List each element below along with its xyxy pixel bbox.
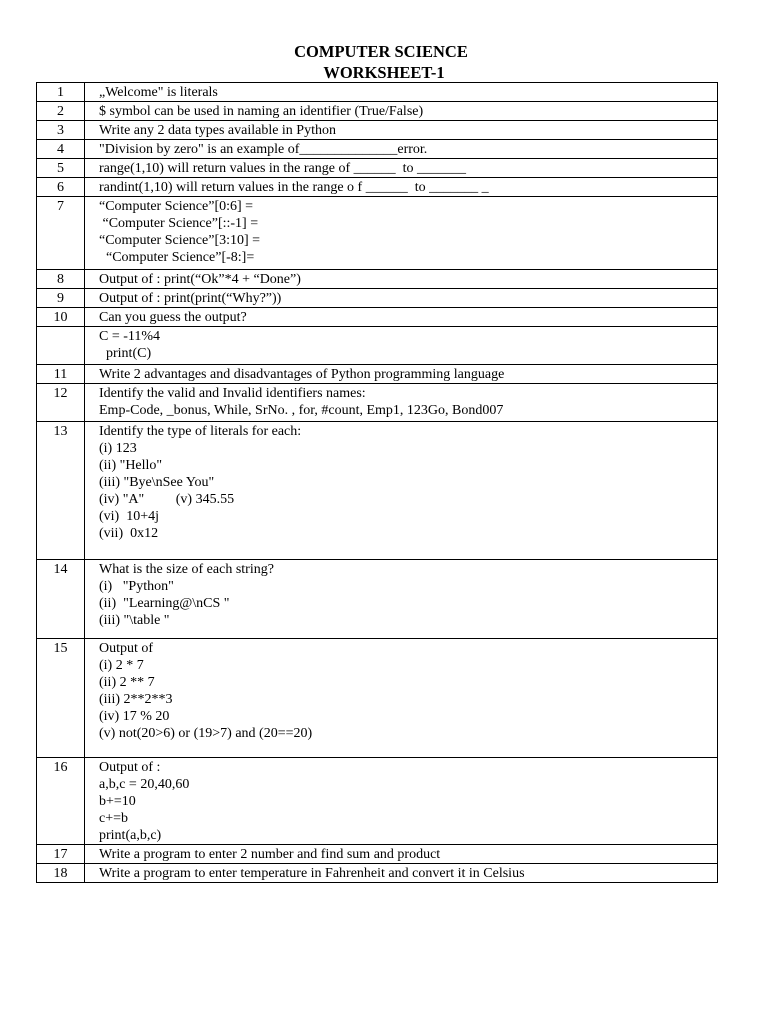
question-line: “Computer Science”[-8:]= xyxy=(99,250,255,265)
question-text xyxy=(85,758,718,845)
question-text xyxy=(85,365,718,384)
question-number: 16 xyxy=(37,758,85,845)
question-line: “Computer Science”[0:6] = xyxy=(99,199,254,214)
question-line: $ symbol can be used in naming an identifier (True/False) xyxy=(99,104,424,119)
question-number: 5 xyxy=(37,159,85,178)
question-row xyxy=(37,308,718,327)
question-number: 9 xyxy=(37,289,85,308)
question-row xyxy=(37,365,718,384)
question-text xyxy=(85,121,718,140)
question-line: Write a program to enter 2 number and find sum and product xyxy=(99,847,441,862)
question-line: (ii) "Learning@\nCS " xyxy=(99,596,230,611)
question-line: Output of : print(“Ok”*4 + “Done”) xyxy=(99,272,301,287)
question-text xyxy=(85,270,718,289)
question-text xyxy=(85,327,718,365)
question-line: b+=10 xyxy=(99,794,136,809)
question-row xyxy=(37,758,718,845)
question-line: (i) "Python" xyxy=(99,579,174,594)
question-number: 7 xyxy=(37,197,85,270)
question-text xyxy=(85,140,718,159)
question-line: C = -11%4 xyxy=(99,329,161,344)
question-number: 14 xyxy=(37,560,85,639)
question-line: (vii) 0x12 xyxy=(99,526,159,541)
question-line: "Division by zero" is an example of______________error. xyxy=(99,142,428,157)
worksheet-title: COMPUTER SCIENCE xyxy=(294,42,468,61)
question-line: print(a,b,c) xyxy=(99,828,162,843)
question-text xyxy=(85,197,718,270)
question-text xyxy=(85,845,718,864)
question-row xyxy=(37,422,718,560)
question-line: “Computer Science”[3:10] = xyxy=(99,233,261,248)
question-number: 13 xyxy=(37,422,85,560)
question-row xyxy=(37,327,718,365)
question-line: (ii) 2 ** 7 xyxy=(99,675,155,690)
question-number xyxy=(37,327,85,365)
question-text xyxy=(85,83,718,102)
question-line: Can you guess the output? xyxy=(99,310,247,325)
question-row xyxy=(37,159,718,178)
question-line: What is the size of each string? xyxy=(99,562,274,577)
question-line: Identify the type of literals for each: xyxy=(99,424,302,439)
question-line: (i) 2 * 7 xyxy=(99,658,144,673)
question-line: Write any 2 data types available in Python xyxy=(99,123,336,138)
question-text xyxy=(85,639,718,758)
question-row xyxy=(37,560,718,639)
question-number: 18 xyxy=(37,864,85,883)
question-text xyxy=(85,178,718,197)
question-row xyxy=(37,289,718,308)
question-line: Write 2 advantages and disadvantages of Python programming language xyxy=(99,367,505,382)
question-rows xyxy=(37,83,718,883)
question-number: 8 xyxy=(37,270,85,289)
question-row xyxy=(37,639,718,758)
question-line: (v) not(20>6) or (19>7) and (20==20) xyxy=(99,726,313,741)
question-number: 1 xyxy=(37,83,85,102)
question-line: randint(1,10) will return values in the range o f ______ to _______ _ xyxy=(99,180,489,195)
question-text xyxy=(85,159,718,178)
question-line: Output of xyxy=(99,641,154,656)
question-line: c+=b xyxy=(99,811,129,826)
question-number: 2 xyxy=(37,102,85,121)
question-line: Emp-Code, _bonus, While, SrNo. , for, #count, Emp1, 123Go, Bond007 xyxy=(99,403,504,418)
question-number: 4 xyxy=(37,140,85,159)
question-line: (vi) 10+4j xyxy=(99,509,159,524)
question-line: (iii) "Bye\nSee You" xyxy=(99,475,215,490)
question-line: (iii) 2**2**3 xyxy=(99,692,173,707)
question-row xyxy=(37,178,718,197)
question-text xyxy=(85,289,718,308)
question-text xyxy=(85,864,718,883)
question-row xyxy=(37,83,718,102)
question-line: “Computer Science”[::-1] = xyxy=(99,216,259,231)
question-row xyxy=(37,845,718,864)
question-number: 10 xyxy=(37,308,85,327)
question-row xyxy=(37,270,718,289)
question-row xyxy=(37,864,718,883)
question-text xyxy=(85,308,718,327)
question-line: Write a program to enter temperature in Fahrenheit and convert it in Celsius xyxy=(99,866,525,881)
question-line: (iv) "A" (v) 345.55 xyxy=(99,492,235,507)
question-line: (i) 123 xyxy=(99,441,137,456)
question-row xyxy=(37,197,718,270)
question-text xyxy=(85,422,718,560)
question-text xyxy=(85,560,718,639)
question-row xyxy=(37,384,718,422)
question-line: (iv) 17 % 20 xyxy=(99,709,170,724)
question-table xyxy=(36,82,718,883)
question-line: Output of : print(print(“Why?”)) xyxy=(99,291,282,306)
question-text xyxy=(85,384,718,422)
question-line: range(1,10) will return values in the range of ______ to _______ xyxy=(99,161,467,176)
question-line: (ii) "Hello" xyxy=(99,458,163,473)
question-text xyxy=(85,102,718,121)
question-line: a,b,c = 20,40,60 xyxy=(99,777,190,792)
question-number: 6 xyxy=(37,178,85,197)
question-line: (iii) "\table " xyxy=(99,613,170,628)
question-row xyxy=(37,121,718,140)
question-line: „Welcome" is literals xyxy=(99,85,218,100)
question-row xyxy=(37,140,718,159)
question-line: print(C) xyxy=(99,346,152,361)
question-line: Identify the valid and Invalid identifiers names: xyxy=(99,386,366,401)
question-number: 3 xyxy=(37,121,85,140)
worksheet-subtitle: WORKSHEET-1 xyxy=(323,63,445,82)
question-number: 12 xyxy=(37,384,85,422)
question-line: Output of : xyxy=(99,760,161,775)
question-number: 11 xyxy=(37,365,85,384)
question-number: 15 xyxy=(37,639,85,758)
question-number: 17 xyxy=(37,845,85,864)
question-row xyxy=(37,102,718,121)
